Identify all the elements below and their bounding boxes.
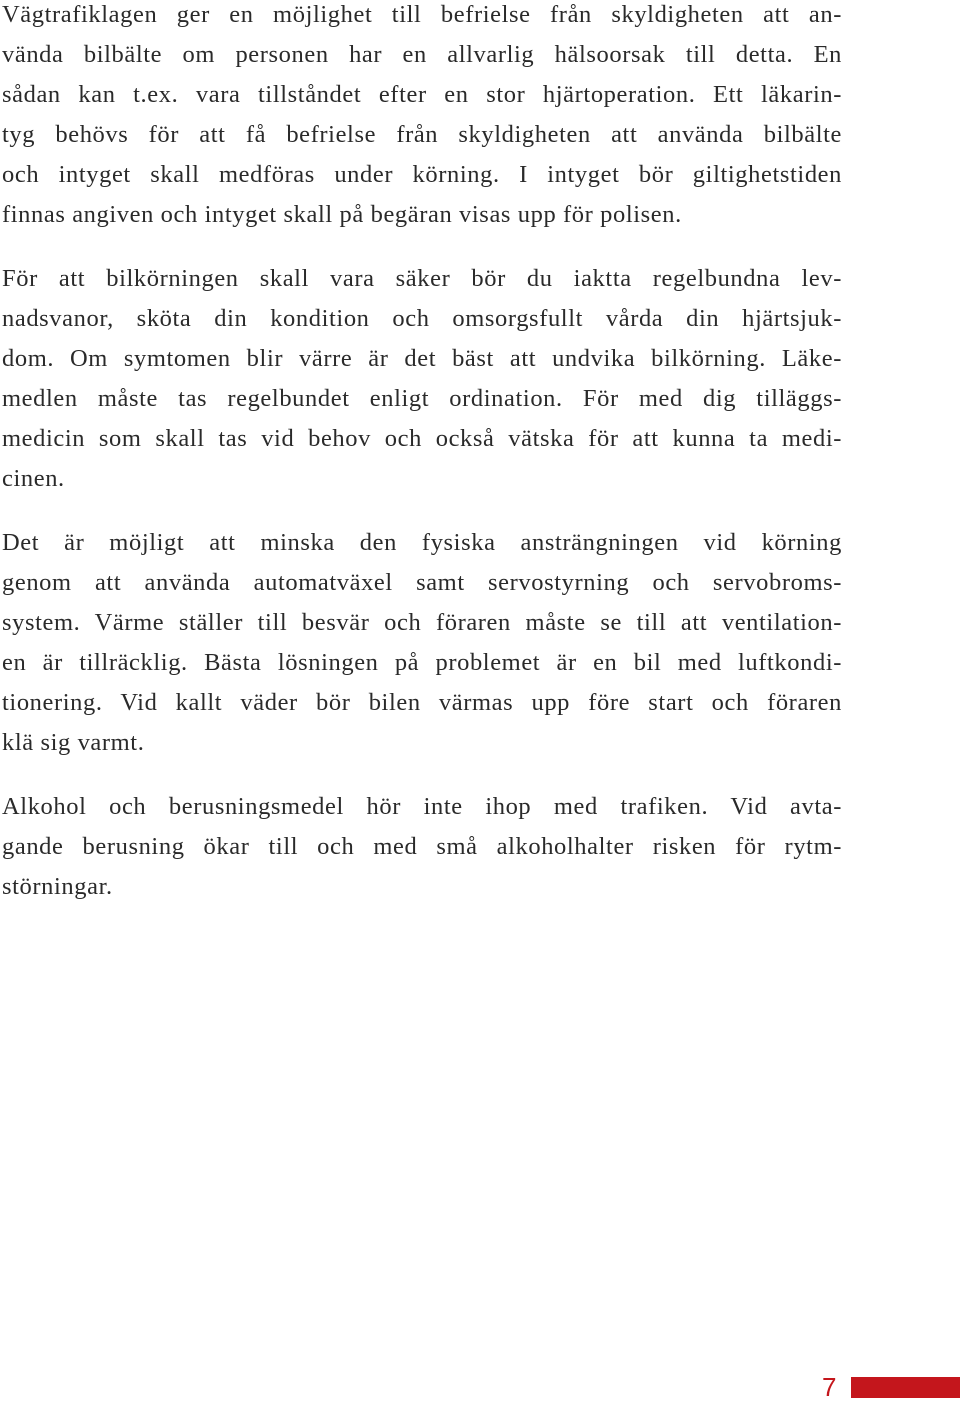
text-line: finnas angiven och intyget skall på begäran visas upp för polisen. [2, 201, 682, 228]
text-line: och intyget skall medföras under körning. I intyget bör giltighetstiden [2, 161, 842, 188]
paragraph-reduce-exertion [2, 523, 842, 763]
page-number: 7 [822, 1372, 837, 1402]
paragraph-alcohol [2, 787, 842, 907]
text-line: dom. Om symtomen blir värre är det bäst att undvika bilkörning. Läke- [2, 345, 842, 372]
text-line: klä sig varmt. [2, 729, 145, 756]
text-line: sådan kan t.ex. vara tillståndet efter en stor hjärtoperation. Ett läkarin- [2, 81, 842, 108]
page-footer [0, 1374, 960, 1404]
text-line: vända bilbälte om personen har en allvarlig hälsoorsak till detta. En [2, 41, 842, 68]
text-line: nadsvanor, sköta din kondition och omsorgsfullt vårda din hjärtsjuk- [2, 305, 842, 332]
text-line: Alkohol och berusningsmedel hör inte ihop med trafiken. Vid avta- [2, 793, 842, 820]
text-line: gande berusning ökar till och med små alkoholhalter risken för rytm- [2, 833, 842, 860]
text-line: För att bilkörningen skall vara säker bör du iaktta regelbundna lev- [2, 265, 842, 292]
text-line: cinen. [2, 465, 65, 492]
text-line: tionering. Vid kallt väder bör bilen värmas upp före start och föraren [2, 689, 842, 716]
paragraph-seatbelt-exemption [2, 0, 842, 235]
text-line: medicin som skall tas vid behov och också vätska för att kunna ta medi- [2, 425, 842, 452]
text-line: Det är möjligt att minska den fysiska ansträngningen vid körning [2, 529, 842, 556]
text-line: störningar. [2, 873, 113, 900]
body-text [2, 0, 842, 931]
text-line: genom att använda automatväxel samt servostyrning och servobroms- [2, 569, 842, 596]
text-line: system. Värme ställer till besvär och föraren måste se till att ventilation- [2, 609, 842, 636]
text-line: medlen måste tas regelbundet enligt ordination. För med dig tilläggs- [2, 385, 842, 412]
text-line: tyg behövs för att få befrielse från skyldigheten att använda bilbälte [2, 121, 842, 148]
text-line: en är tillräcklig. Bästa lösningen på problemet är en bil med luftkondi- [2, 649, 842, 676]
paragraph-safe-driving-habits [2, 259, 842, 499]
page-accent-bar [851, 1377, 960, 1398]
text-line: Vägtrafiklagen ger en möjlighet till befrielse från skyldigheten att an- [2, 1, 842, 28]
